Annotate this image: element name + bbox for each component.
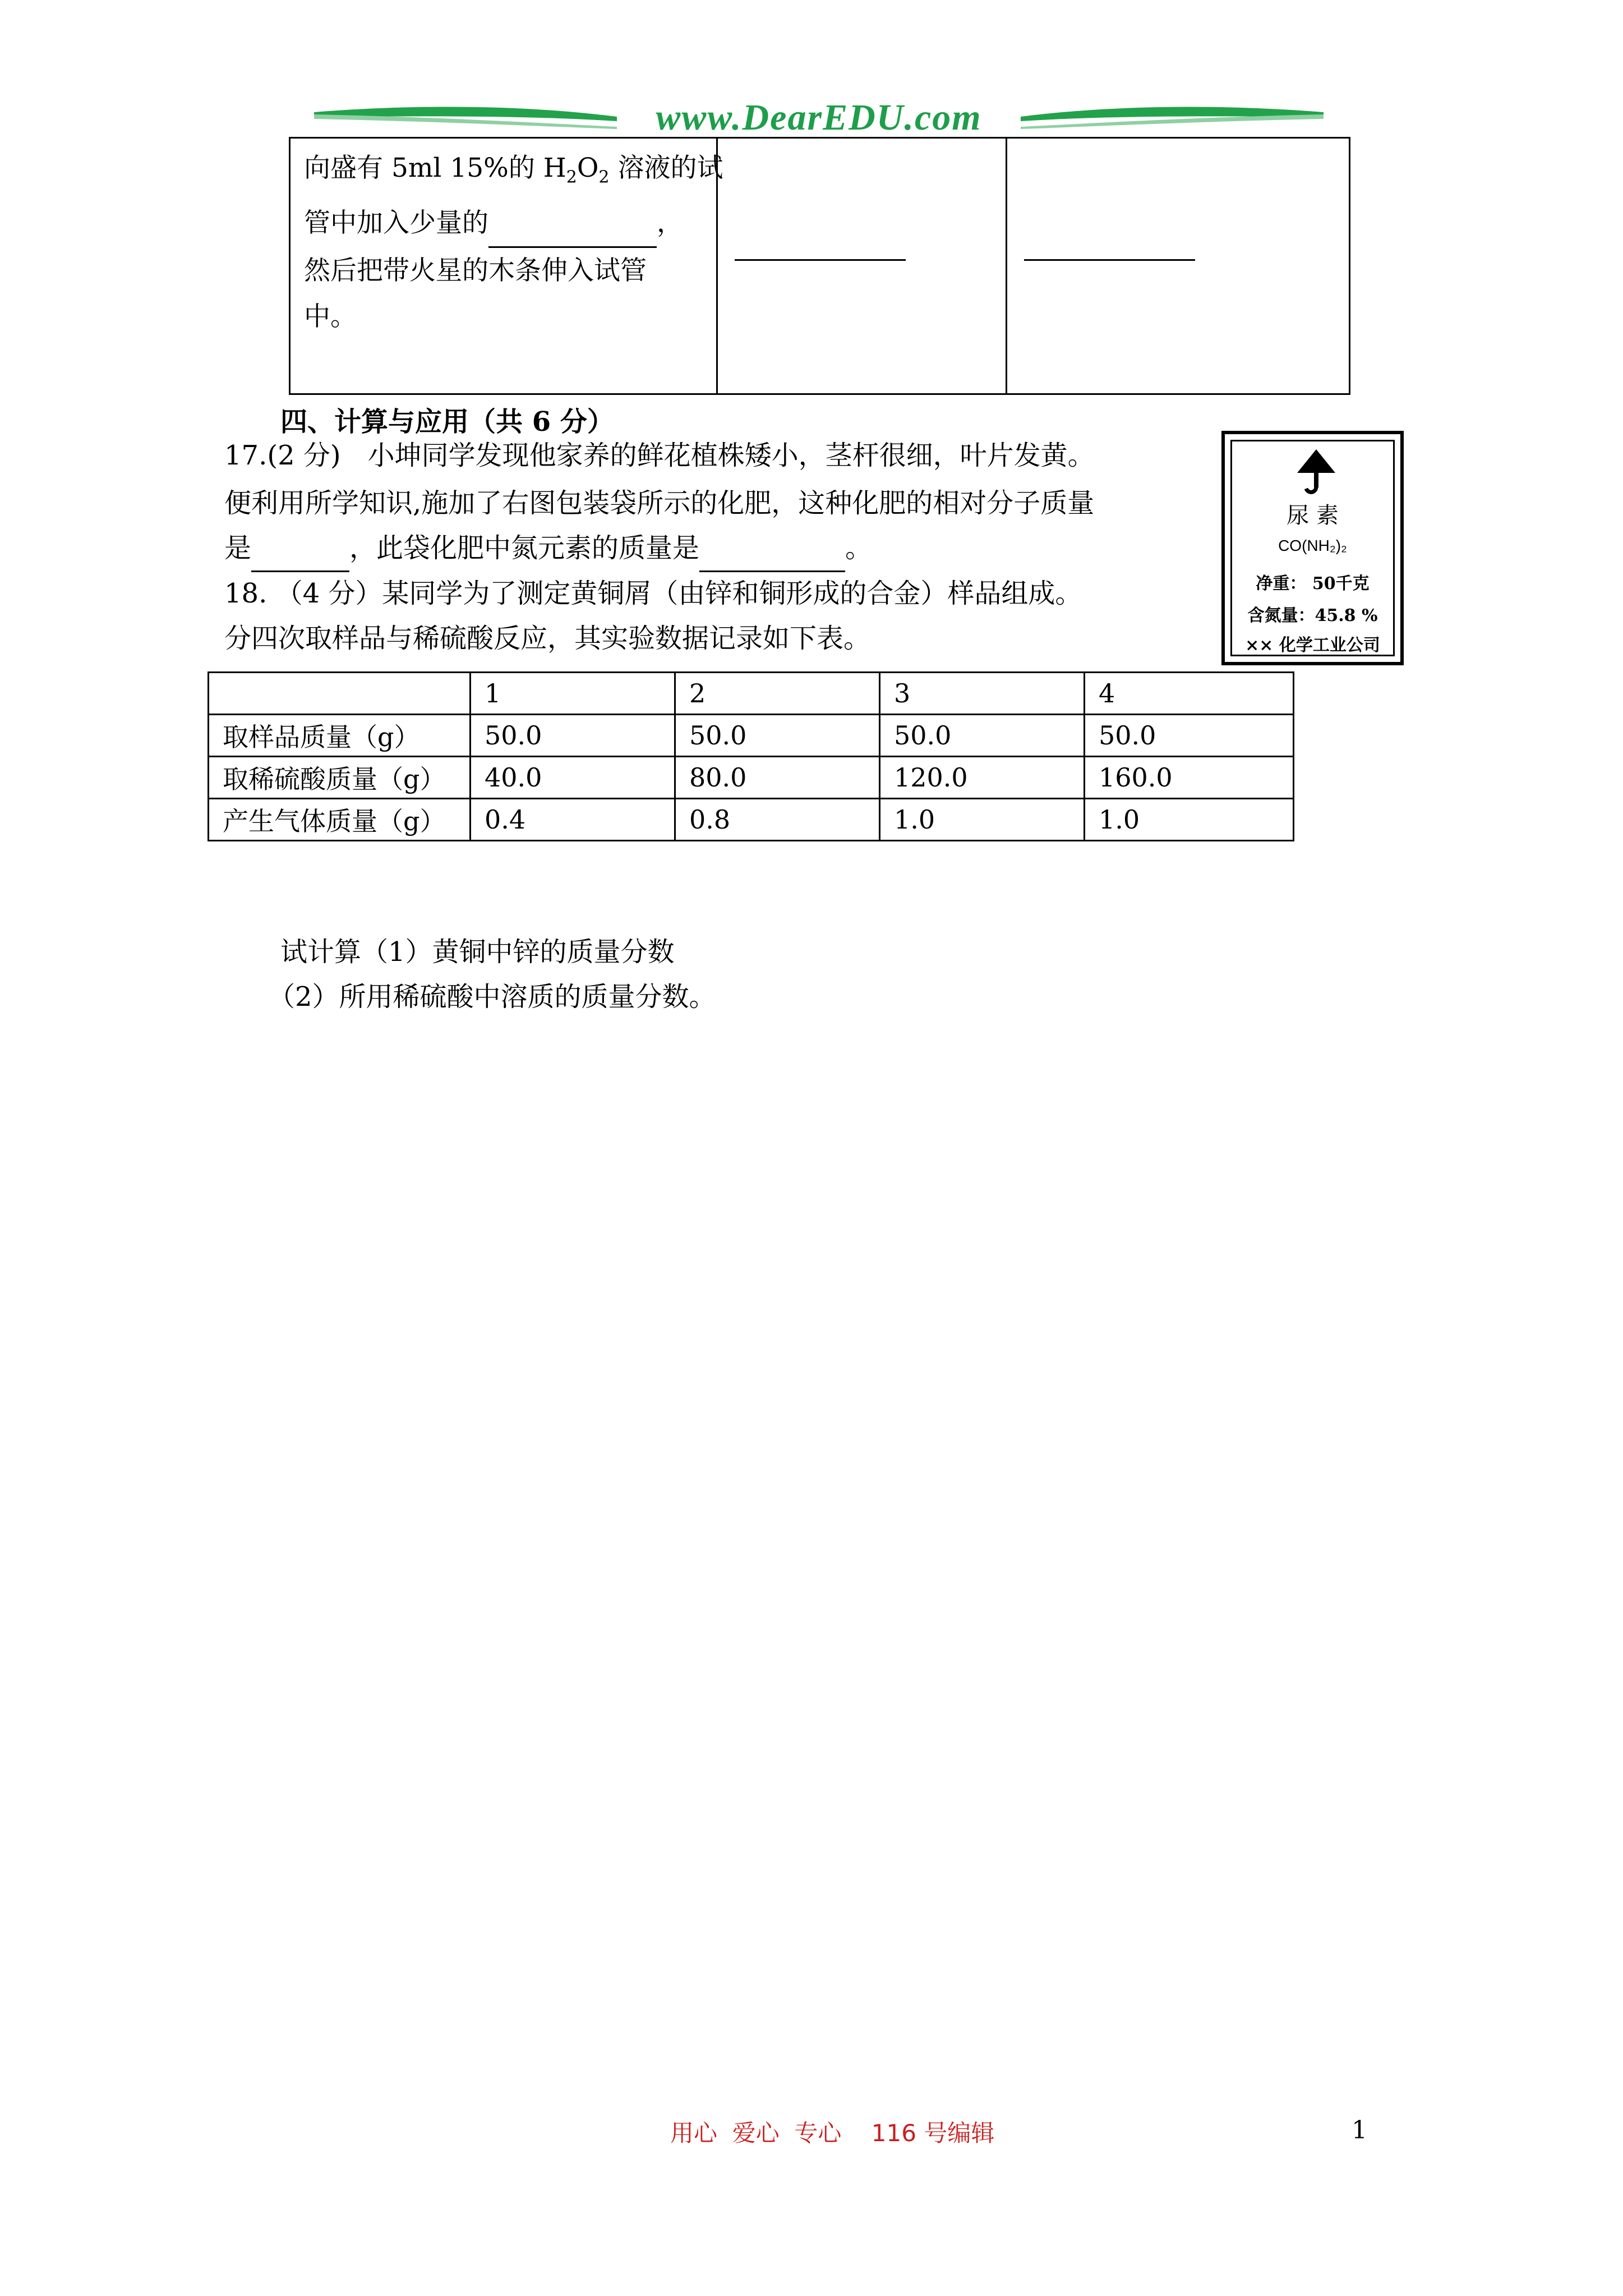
table-cell: 120.0: [880, 757, 1085, 799]
table-cell: 80.0: [675, 757, 880, 799]
bag-company: ×× 化学工业公司: [1245, 636, 1380, 655]
row-label: 取稀硫酸质量（g）: [209, 757, 471, 799]
umbrella-icon: [1294, 446, 1339, 496]
table-cell: 1.0: [880, 799, 1085, 841]
procedure-text: 然后把带火星的木条伸入试管: [304, 255, 647, 287]
q17-text: 是: [224, 532, 252, 564]
site-url: www.DearEDU.com: [656, 97, 982, 138]
row-label: 产生气体质量（g）: [209, 799, 471, 841]
procedure-text: ，: [657, 208, 683, 239]
section-title: 四、计算与应用（共 6 分）: [280, 406, 614, 438]
answer-blank[interactable]: [735, 259, 906, 261]
table-cell: 50.0: [471, 715, 675, 757]
footer-slogan: 用心 爱心 专心 116 号编辑: [670, 2119, 995, 2147]
experiment-data-table: [208, 671, 1294, 841]
table-cell: 50.0: [1085, 715, 1294, 757]
bag-nitrogen-content: 含氮量：45.8 %: [1247, 606, 1378, 625]
table-cell: 0.8: [675, 799, 880, 841]
answer-blank[interactable]: [251, 526, 349, 572]
header-cell: 2: [675, 673, 880, 715]
bag-label-frame: [1230, 440, 1395, 656]
q17-text: ，此袋化肥中氮元素的质量是: [349, 532, 700, 564]
header-cell: 4: [1085, 673, 1294, 715]
fertilizer-bag-label: [1221, 431, 1404, 665]
header-cell: 3: [880, 673, 1085, 715]
answer-blank[interactable]: [699, 526, 845, 572]
bag-net-weight: 净重： 50千克: [1256, 574, 1370, 593]
procedure-text: 溶液的试: [609, 153, 723, 183]
table-row: [209, 799, 1294, 841]
row-label: 取样品质量（g）: [209, 715, 471, 757]
table-cell: 50.0: [880, 715, 1085, 757]
question-1: 试计算（1）黄铜中锌的质量分数: [280, 936, 675, 968]
header-cell: 1: [471, 673, 675, 715]
q17-text: 。: [845, 532, 873, 564]
bag-product-name: 尿 素: [1287, 503, 1339, 528]
table-cell: 50.0: [675, 715, 880, 757]
table-row: [290, 138, 1350, 394]
table-cell: 40.0: [471, 757, 675, 799]
phenomenon-cell: [717, 138, 1007, 394]
procedure-text: 向盛有 5ml 15%的 H: [304, 153, 566, 183]
table-cell: 1.0: [1085, 799, 1294, 841]
table-row: [209, 715, 1294, 757]
table-cell: 0.4: [471, 799, 675, 841]
subscript: 2: [566, 167, 577, 187]
question-2: （2）所用稀硫酸中溶质的质量分数。: [268, 981, 716, 1013]
q17-line3: [224, 526, 872, 572]
table-header-row: [209, 673, 1294, 715]
q18-line2: 分四次取样品与稀硫酸反应，其实验数据记录如下表。: [224, 623, 871, 654]
experiment-table: [289, 137, 1350, 395]
table-row: [209, 757, 1294, 799]
q17-line1: 17.(2 分) 小坤同学发现他家养的鲜花植株矮小，茎杆很细，叶片发黄。: [224, 440, 1095, 471]
q17-line2: 便利用所学知识,施加了右图包装袋所示的化肥，这种化肥的相对分子质量: [224, 487, 1095, 519]
answer-blank[interactable]: [1024, 259, 1195, 261]
procedure-text: 管中加入少量的: [304, 208, 488, 239]
answer-blank[interactable]: [488, 200, 657, 248]
table-cell: 160.0: [1085, 757, 1294, 799]
page-number: 1: [1352, 2116, 1367, 2145]
procedure-text: O: [577, 153, 599, 183]
experiment-procedure-cell: [290, 138, 723, 394]
conclusion-cell: [1007, 138, 1350, 394]
bag-formula: CO(NH₂)₂: [1278, 537, 1347, 554]
subscript: 2: [598, 167, 610, 187]
header-cell: [209, 673, 471, 715]
procedure-text: 中。: [304, 301, 357, 333]
q18-line1: 18. （4 分）某同学为了测定黄铜屑（由锌和铜形成的合金）样品组成。: [224, 578, 1082, 609]
